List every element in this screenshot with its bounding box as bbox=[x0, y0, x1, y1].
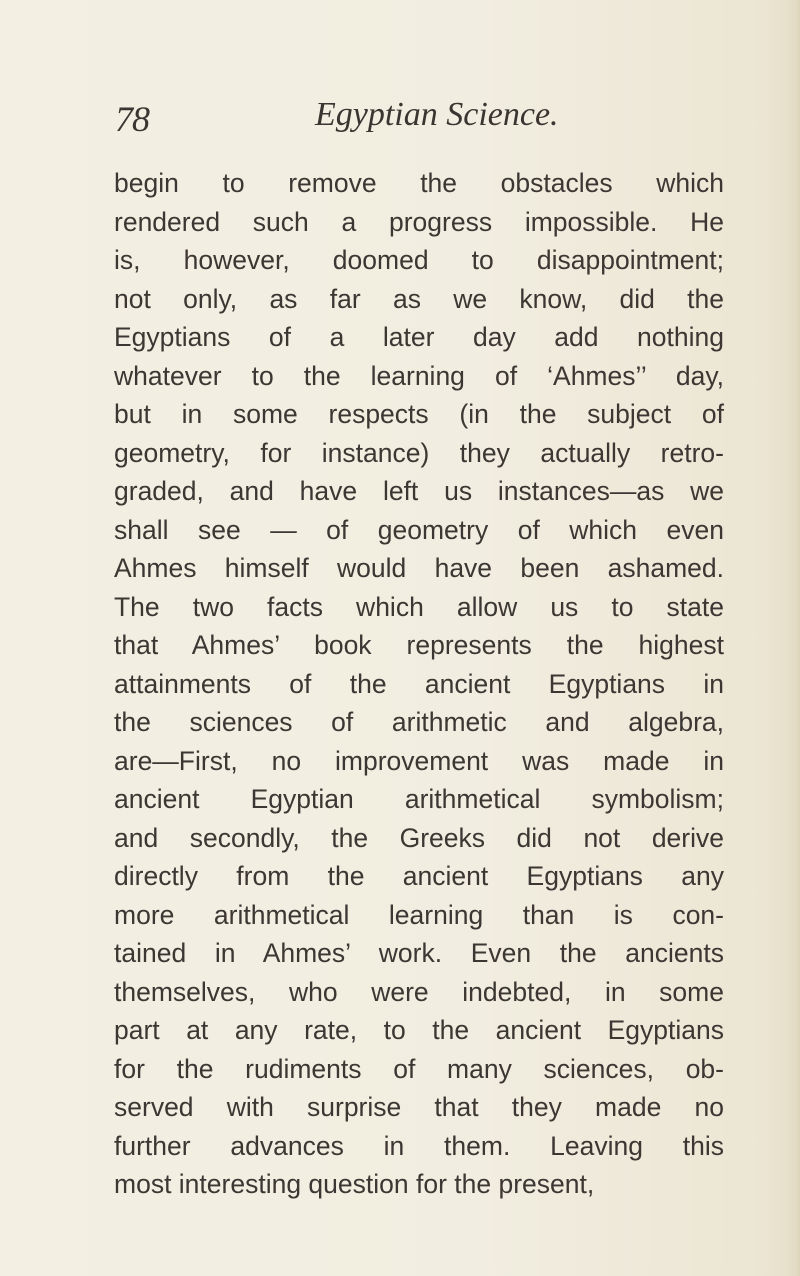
text-line: is, however, doomed to disappointment; bbox=[114, 245, 724, 275]
page-number: 78 bbox=[115, 99, 149, 139]
text-line: geometry, for instance) they actually retro- bbox=[114, 437, 724, 468]
text-line: graded, and have left us instances—as we bbox=[114, 476, 724, 506]
text-line: but in some respects (in the subject of bbox=[114, 399, 724, 429]
text-line: that Ahmes’ book represents the highest bbox=[114, 630, 724, 660]
text-line: attainments of the ancient Egyptians in bbox=[114, 668, 724, 699]
text-line: further advances in them. Leaving this bbox=[114, 1130, 724, 1161]
text-line: and secondly, the Greeks did not derive bbox=[114, 822, 724, 853]
text-line: rendered such a progress impossible. He bbox=[114, 206, 724, 237]
text-line: themselves, who were indebted, in some bbox=[114, 976, 724, 1007]
text-line: ancient Egyptian arithmetical symbolism; bbox=[114, 784, 724, 814]
text-line: Ahmes himself would have been ashamed. bbox=[114, 553, 724, 583]
text-line: part at any rate, to the ancient Egyptians bbox=[114, 1015, 724, 1045]
running-title: Egyptian Science. bbox=[315, 96, 559, 133]
text-line: begin to remove the obstacles which bbox=[114, 168, 724, 198]
text-line: shall see — of geometry of which even bbox=[114, 514, 724, 545]
text-line: the sciences of arithmetic and algebra, bbox=[114, 707, 724, 737]
text-line: not only, as far as we know, did the bbox=[114, 283, 724, 314]
text-line: Egyptians of a later day add nothing bbox=[114, 322, 724, 352]
text-line: whatever to the learning of ‘Ahmes’’ day, bbox=[114, 360, 724, 391]
text-line: are—First, no improvement was made in bbox=[114, 745, 724, 776]
page-edge-shadow bbox=[786, 0, 800, 1276]
body-text bbox=[114, 164, 724, 1204]
running-head bbox=[0, 96, 800, 146]
text-line: more arithmetical learning than is con- bbox=[114, 899, 724, 930]
text-line: directly from the ancient Egyptians any bbox=[114, 861, 724, 891]
text-line: most interesting question for the present, bbox=[114, 1169, 595, 1199]
text-line: The two facts which allow us to state bbox=[114, 591, 724, 622]
text-line: tained in Ahmes’ work. Even the ancients bbox=[114, 938, 724, 968]
text-line: served with surprise that they made no bbox=[114, 1092, 724, 1122]
text-line: for the rudiments of many sciences, ob- bbox=[114, 1053, 724, 1084]
